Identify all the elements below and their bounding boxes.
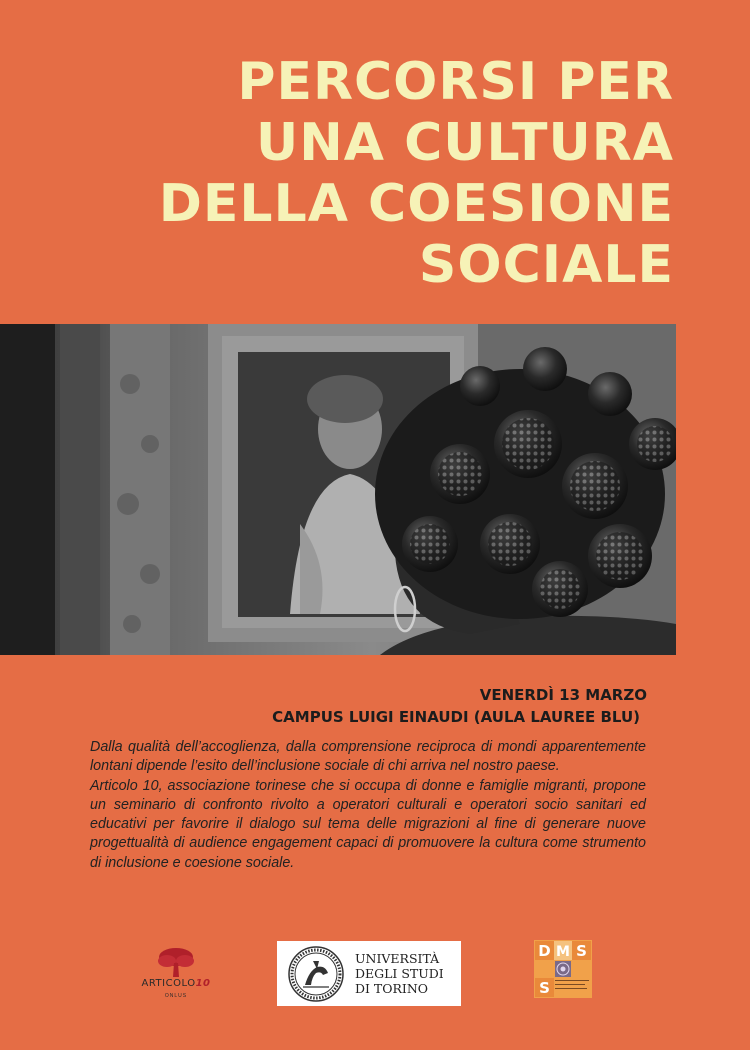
unito-logo bbox=[277, 941, 461, 1006]
event-venue: CAMPUS LUIGI EINAUDI (AULA LAUREE BLU) bbox=[272, 708, 640, 726]
event-header bbox=[272, 684, 647, 728]
paragraph-1: Dalla qualità dell’accoglienza, dalla comprensione reciproca di mondi apparentemente lontani dipende l’esito dell’inclusione sociale di chi arriva nel nostro paese. bbox=[90, 739, 646, 775]
paragraph-2: Articolo 10, associazione torinese che si occupa di donne e famiglie migranti, propone un seminario di confronto rivolto a operatori culturali e operatori socio sanitari ed educativi per favorire il dialogo sul tema delle migrazioni al fine di generare nuove progettualità di audience engagement capaci di promuovere la cultura come strumento di inclusione e coesione sociale. bbox=[90, 777, 646, 871]
title-line-4: SOCIALE bbox=[418, 235, 674, 295]
photo-illustration bbox=[0, 324, 676, 655]
articolo10-logo bbox=[135, 945, 217, 1007]
articolo10-wordmark: ARTICOLO10 bbox=[141, 978, 211, 989]
title-line-3: DELLA COESIONE bbox=[158, 174, 674, 234]
poster-title bbox=[34, 52, 674, 296]
title-line-1: PERCORSI PER bbox=[237, 52, 674, 112]
dms-mark bbox=[534, 940, 592, 998]
articolo10-onlus: ONLUS bbox=[164, 993, 188, 999]
museum-photo bbox=[0, 324, 676, 655]
event-description bbox=[90, 738, 646, 873]
svg-text:M: M bbox=[556, 944, 570, 960]
unito-seal-icon bbox=[287, 945, 345, 1003]
event-date: VENERDÌ 13 MARZO bbox=[479, 686, 647, 704]
title-line-2: UNA CULTURA bbox=[256, 113, 674, 173]
svg-text:D: D bbox=[538, 942, 551, 960]
svg-text:S: S bbox=[539, 979, 550, 997]
tree-icon bbox=[135, 945, 217, 979]
unito-name: UNIVERSITÀ DEGLI STUDI DI TORINO bbox=[355, 951, 444, 996]
dms-logo bbox=[534, 940, 592, 998]
svg-text:S: S bbox=[576, 942, 587, 960]
